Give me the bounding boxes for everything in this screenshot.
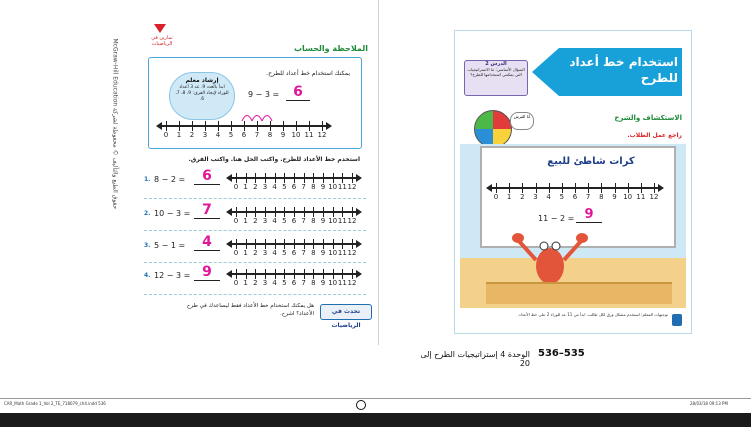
number-line-tick bbox=[284, 173, 285, 183]
speech-bubble: أنا القرش bbox=[510, 112, 534, 130]
number-line-label: 1 bbox=[243, 249, 248, 257]
number-line-tick bbox=[192, 121, 193, 131]
arrow-right-icon bbox=[326, 122, 332, 130]
number-line-label: 4 bbox=[215, 131, 221, 139]
number-line-tick bbox=[509, 183, 510, 193]
number-line-tick bbox=[322, 121, 323, 131]
number-line-tick bbox=[309, 121, 310, 131]
number-line-label: 10 bbox=[328, 217, 338, 225]
number-line-tick bbox=[270, 121, 271, 131]
number-line-label: 7 bbox=[301, 249, 306, 257]
number-line-label: 7 bbox=[301, 183, 306, 191]
number-line-tick bbox=[333, 239, 334, 249]
talk-badge: تحدث في الرياضيات bbox=[320, 304, 372, 320]
number-line-tick bbox=[255, 173, 256, 183]
number-line-tick bbox=[313, 173, 314, 183]
number-line-tick bbox=[333, 207, 334, 217]
number-line-tick bbox=[323, 173, 324, 183]
number-line-tick bbox=[265, 173, 266, 183]
number-line-tick bbox=[236, 239, 237, 249]
divider bbox=[144, 262, 366, 263]
divider bbox=[144, 230, 366, 231]
number-line-label: 0 bbox=[493, 193, 499, 201]
number-line-label: 12 bbox=[347, 217, 357, 225]
number-line-label: 9 bbox=[612, 193, 617, 201]
number-line-label: 4 bbox=[546, 193, 551, 201]
number-line-label: 11 bbox=[337, 217, 347, 225]
number-line-tick bbox=[255, 269, 256, 279]
number-line-label: 2 bbox=[253, 183, 258, 191]
number-line-label: 0 bbox=[233, 183, 239, 191]
number-line-tick bbox=[342, 239, 343, 249]
number-line-tick bbox=[628, 183, 629, 193]
number-line-tick bbox=[536, 183, 537, 193]
number-line-label: 11 bbox=[337, 183, 347, 191]
instruction-text: استخدم خط الأعداد للطرح. واكتب الحل هنا. واكتب الفرق. bbox=[188, 156, 360, 163]
arrow-left-icon bbox=[226, 240, 232, 248]
number-line-tick bbox=[244, 121, 245, 131]
number-line-tick bbox=[333, 173, 334, 183]
number-line-label: 3 bbox=[262, 249, 268, 257]
number-line-tick bbox=[522, 183, 523, 193]
number-line-label: 4 bbox=[272, 249, 277, 257]
number-line-tick bbox=[352, 173, 353, 183]
number-line-label: 12 bbox=[347, 183, 357, 191]
number-line-tick bbox=[562, 183, 563, 193]
number-line-label: 11 bbox=[337, 249, 347, 257]
number-line-tick bbox=[352, 239, 353, 249]
number-line-tick bbox=[588, 183, 589, 193]
number-line-label: 9 bbox=[320, 217, 326, 225]
essential-question: السؤال الأساسي: ما الاستراتيجيات التي يمكنني استخدامها للطرح؟ bbox=[467, 67, 525, 77]
number-line-label: 6 bbox=[291, 249, 297, 257]
number-line-label: 5 bbox=[282, 249, 287, 257]
number-line-tick bbox=[246, 173, 247, 183]
slug-right: 28/03/18 09:13 PM bbox=[690, 401, 728, 406]
arrow-right-icon bbox=[356, 270, 362, 278]
down-arrow-icon bbox=[154, 24, 166, 33]
exercise-number: 2. bbox=[144, 210, 151, 217]
number-line-tick bbox=[275, 207, 276, 217]
number-line-label: 0 bbox=[163, 131, 169, 139]
number-line-label: 11 bbox=[636, 193, 646, 201]
number-line-label: 6 bbox=[572, 193, 578, 201]
lesson-title: استخدام خط أعداد للطرح bbox=[569, 55, 678, 85]
number-line-tick bbox=[296, 121, 297, 131]
left-page bbox=[108, 0, 376, 345]
number-line-label: 9 bbox=[320, 183, 326, 191]
exercise-equation: 8 − 2 = bbox=[154, 175, 186, 184]
number-line-tick bbox=[654, 183, 655, 193]
number-line-tick bbox=[304, 269, 305, 279]
slug-left: CAR_Math Grade 1_Vol 2_TE_718079_ch4.indd 536 bbox=[4, 401, 106, 406]
arrow-left-icon bbox=[226, 174, 232, 182]
number-line-label: 0 bbox=[233, 279, 239, 287]
footer-note: توجيهات المعلم: استخدم مشكل ورق لكل طالب. ابدأ من 11 عد للوراء 2 على خط الأعداد. bbox=[517, 312, 668, 317]
divider bbox=[144, 198, 366, 199]
student-activity-note: راجع عمل الطلاب. bbox=[627, 132, 682, 139]
number-line-label: 7 bbox=[301, 217, 306, 225]
number-line-tick bbox=[179, 121, 180, 131]
exercise-equation: 12 − 3 = bbox=[154, 271, 191, 280]
lesson-tag: الدرس 2 bbox=[485, 61, 507, 67]
exercise-row bbox=[144, 204, 366, 232]
number-line-label: 1 bbox=[243, 217, 248, 225]
number-line-label: 6 bbox=[291, 183, 297, 191]
number-line-tick bbox=[496, 183, 497, 193]
number-line-label: 2 bbox=[253, 217, 258, 225]
number-line-label: 3 bbox=[262, 217, 268, 225]
arrow-right-icon bbox=[356, 240, 362, 248]
number-line-tick bbox=[313, 239, 314, 249]
number-line-tick bbox=[342, 173, 343, 183]
number-line-label: 8 bbox=[311, 183, 316, 191]
cloud-title: إرشاد معلم bbox=[185, 77, 219, 84]
number-line-label: 2 bbox=[520, 193, 525, 201]
number-line-tick bbox=[284, 269, 285, 279]
sand-table bbox=[486, 282, 672, 304]
number-line-tick bbox=[265, 207, 266, 217]
example-equation bbox=[248, 90, 279, 99]
exercise-number-line bbox=[230, 206, 358, 224]
number-line-tick bbox=[236, 269, 237, 279]
number-line-label: 3 bbox=[262, 279, 268, 287]
number-line-tick bbox=[641, 183, 642, 193]
number-line-tick bbox=[304, 239, 305, 249]
bottom-rule bbox=[0, 398, 751, 399]
number-line-label: 1 bbox=[506, 193, 512, 201]
exercise-number-line bbox=[230, 268, 358, 286]
exercise-row bbox=[144, 170, 366, 198]
number-line-tick bbox=[601, 183, 602, 193]
exercise-number: 3. bbox=[144, 242, 151, 249]
board-equation: 11 − 2 = bbox=[538, 214, 575, 223]
number-line-tick bbox=[294, 239, 295, 249]
number-line-label: 7 bbox=[254, 131, 260, 139]
number-line-tick bbox=[246, 207, 247, 217]
number-line-tick bbox=[246, 239, 247, 249]
number-line-tick bbox=[218, 121, 219, 131]
number-line-label: 11 bbox=[304, 131, 314, 139]
number-line-label: 8 bbox=[311, 249, 316, 257]
number-line-label: 10 bbox=[328, 279, 338, 287]
number-line-label: 3 bbox=[262, 183, 268, 191]
number-line-tick bbox=[323, 239, 324, 249]
number-line-tick bbox=[342, 269, 343, 279]
number-line-label: 7 bbox=[301, 279, 306, 287]
arrow-right-icon bbox=[356, 208, 362, 216]
number-line-label: 10 bbox=[623, 193, 633, 201]
number-line-label: 12 bbox=[317, 131, 327, 139]
bottom-bar bbox=[0, 413, 751, 427]
arrow-right-icon bbox=[658, 184, 664, 192]
number-line-label: 9 bbox=[320, 249, 326, 257]
exercise-answer: 6 bbox=[194, 168, 220, 185]
number-line-tick bbox=[257, 121, 258, 131]
exercise-equation: 10 − 3 = bbox=[154, 209, 191, 218]
cloud-body: ابدأ بالعدد 9. عد 3 أعداد للوراء لإيجاد الفرق: 9، 8، 7، 6. bbox=[175, 85, 229, 102]
number-line-tick bbox=[352, 207, 353, 217]
section-title: الملاحظة والحساب bbox=[293, 44, 368, 53]
arrow-left-icon bbox=[226, 208, 232, 216]
arrow-right-icon bbox=[356, 174, 362, 182]
number-line-label: 5 bbox=[282, 217, 287, 225]
number-line-label: 0 bbox=[233, 217, 239, 225]
number-line-tick bbox=[246, 269, 247, 279]
number-line-label: 7 bbox=[585, 193, 591, 201]
number-line-tick bbox=[294, 269, 295, 279]
beach-ball-mascot bbox=[474, 110, 512, 148]
number-line-tick bbox=[275, 269, 276, 279]
number-line-label: 12 bbox=[347, 249, 357, 257]
number-line-label: 5 bbox=[282, 279, 287, 287]
arrow-left-icon bbox=[226, 270, 232, 278]
number-line-tick bbox=[549, 183, 550, 193]
number-line-label: 8 bbox=[267, 131, 273, 139]
number-line-label: 10 bbox=[291, 131, 301, 139]
number-line-tick bbox=[255, 239, 256, 249]
arrow-left-icon bbox=[156, 122, 162, 130]
number-line-label: 3 bbox=[533, 193, 538, 201]
exercise-number-line bbox=[230, 172, 358, 190]
number-line-label: 8 bbox=[311, 279, 316, 287]
example-eq-text: 9 − 3 = bbox=[248, 90, 280, 99]
lobster-illustration bbox=[510, 226, 590, 290]
number-line-tick bbox=[236, 207, 237, 217]
number-line-tick bbox=[284, 207, 285, 217]
number-line-label: 2 bbox=[189, 131, 195, 139]
talk-question: هل يمكنك استخدام خط الأعداد فقط ليساعدك في طرح الأعداد؟ اشرح. bbox=[186, 303, 314, 317]
number-line-label: 6 bbox=[241, 131, 247, 139]
exercise-row bbox=[144, 236, 366, 264]
number-line-tick bbox=[236, 173, 237, 183]
number-line-label: 12 bbox=[347, 279, 357, 287]
lesson-card bbox=[464, 60, 528, 96]
number-line-label: 10 bbox=[328, 249, 338, 257]
number-line-tick bbox=[265, 239, 266, 249]
number-line-tick bbox=[255, 207, 256, 217]
exercise-answer: 9 bbox=[194, 264, 220, 281]
explore-heading: الاستكشاف والشرح bbox=[614, 114, 682, 122]
exercise-answer: 7 bbox=[194, 202, 220, 219]
exercise-row bbox=[144, 266, 366, 294]
number-line-label: 8 bbox=[599, 193, 604, 201]
number-line-label: 9 bbox=[320, 279, 326, 287]
exercise-number: 4. bbox=[144, 272, 151, 279]
number-line-tick bbox=[352, 269, 353, 279]
number-line-label: 1 bbox=[243, 279, 248, 287]
divider bbox=[144, 294, 366, 295]
registration-mark-icon bbox=[356, 400, 366, 410]
number-line-label: 9 bbox=[280, 131, 286, 139]
number-line-label: 10 bbox=[328, 183, 338, 191]
teacher-icon bbox=[672, 314, 682, 326]
number-line-label: 5 bbox=[559, 193, 565, 201]
number-line-tick bbox=[304, 207, 305, 217]
spine bbox=[378, 0, 379, 345]
number-line-tick bbox=[205, 121, 206, 131]
number-line-label: 3 bbox=[202, 131, 208, 139]
number-line-label: 4 bbox=[272, 183, 277, 191]
board-answer: 9 bbox=[576, 207, 602, 223]
number-line-tick bbox=[294, 207, 295, 217]
number-line-label: 6 bbox=[291, 279, 297, 287]
number-line-tick bbox=[323, 269, 324, 279]
header-tab: تمارين في الرياضيات bbox=[151, 35, 173, 47]
number-line-label: 8 bbox=[311, 217, 316, 225]
number-line-label: 11 bbox=[337, 279, 347, 287]
unit-title: الوحدة 4 إستراتيجيات الطرح إلى 20 bbox=[420, 350, 530, 368]
exercise-equation: 5 − 1 = bbox=[154, 241, 186, 250]
number-line-tick bbox=[575, 183, 576, 193]
number-line-tick bbox=[294, 173, 295, 183]
number-line-label: 1 bbox=[243, 183, 248, 191]
number-line-tick bbox=[265, 269, 266, 279]
number-line-tick bbox=[275, 239, 276, 249]
number-line-label: 5 bbox=[282, 183, 287, 191]
number-line-tick bbox=[275, 173, 276, 183]
number-line-label: 0 bbox=[233, 249, 239, 257]
number-line-tick bbox=[342, 207, 343, 217]
number-line-tick bbox=[284, 239, 285, 249]
number-line-tick bbox=[313, 207, 314, 217]
number-line-tick bbox=[333, 269, 334, 279]
number-line-label: 4 bbox=[272, 279, 277, 287]
example-number-line bbox=[160, 120, 328, 138]
number-line-label: 1 bbox=[176, 131, 182, 139]
number-line-tick bbox=[323, 207, 324, 217]
exercise-number-line bbox=[230, 238, 358, 256]
board-title: كرات شاطئ للبيع bbox=[547, 156, 635, 167]
number-line-tick bbox=[304, 173, 305, 183]
number-line-label: 12 bbox=[649, 193, 659, 201]
intro-text: يمكنك استخدام خط أعداد للطرح. bbox=[266, 70, 350, 77]
number-line-tick bbox=[166, 121, 167, 131]
side-publisher-text: McGraw-Hill Education حقوق الطبع والتأليف © محفوظة لشركة bbox=[111, 38, 119, 210]
exercise-number: 1. bbox=[144, 176, 151, 183]
number-line-label: 4 bbox=[272, 217, 277, 225]
number-line-label: 6 bbox=[291, 217, 297, 225]
number-line-tick bbox=[283, 121, 284, 131]
number-line-label: 2 bbox=[253, 279, 258, 287]
number-line-tick bbox=[313, 269, 314, 279]
number-line-label: 2 bbox=[253, 249, 258, 257]
page-numbers: 536–535 bbox=[538, 348, 585, 359]
example-answer: 6 bbox=[286, 84, 310, 101]
number-line-tick bbox=[231, 121, 232, 131]
board-number-line bbox=[490, 182, 660, 200]
teacher-tip-cloud bbox=[169, 72, 235, 120]
exercise-answer: 4 bbox=[194, 234, 220, 251]
arrow-left-icon bbox=[486, 184, 492, 192]
number-line-label: 5 bbox=[228, 131, 234, 139]
number-line-tick bbox=[615, 183, 616, 193]
right-page bbox=[446, 0, 700, 345]
